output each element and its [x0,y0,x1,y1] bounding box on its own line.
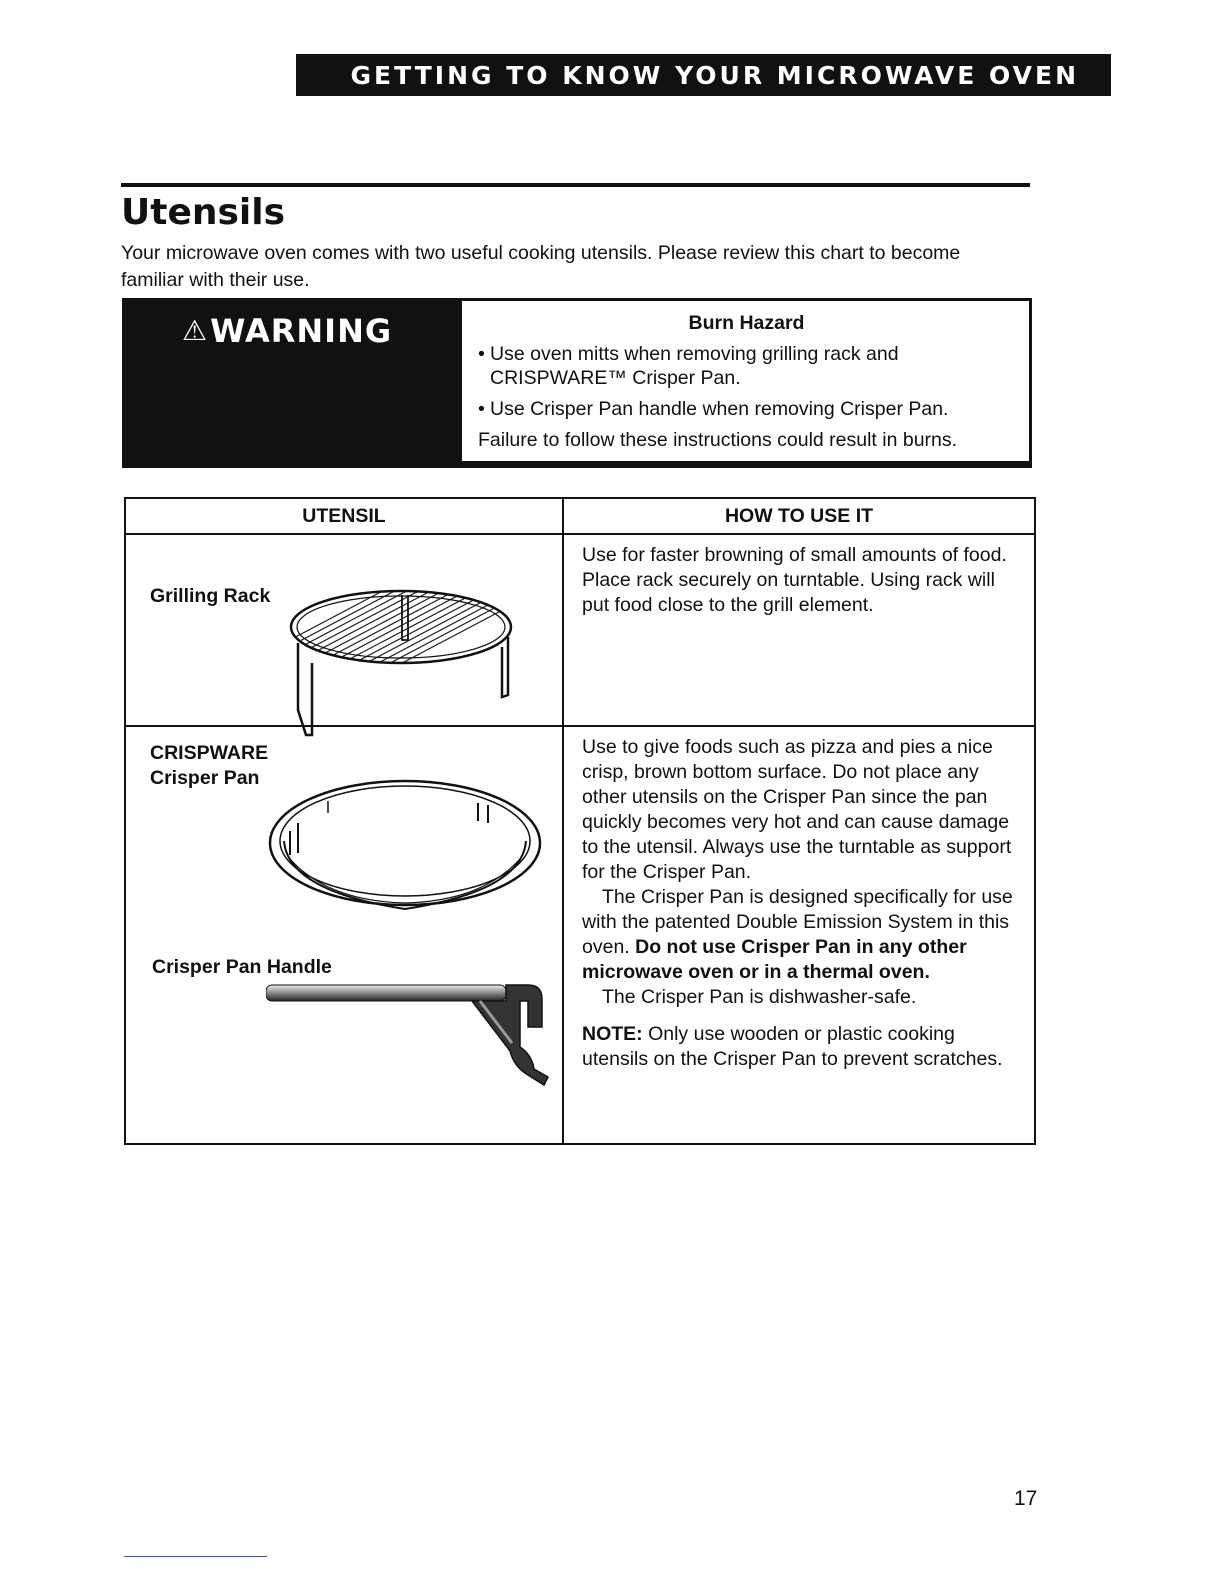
usage-text: The Crisper Pan is dishwasher-safe. [602,986,917,1008]
usage-text: Use for faster browning of small amounts of food. Place rack securely on turntable. Using rack will put food close to the grill element. [582,544,1007,616]
note-label: NOTE: [582,1023,643,1045]
grilling-rack-label: Grilling Rack [150,585,271,607]
utensil-cell [125,726,563,1144]
column-header-utensil: UTENSIL [125,498,563,534]
crisper-pan-label: Crisper Pan [150,767,260,789]
usage-cell [563,726,1035,1144]
crisper-pan-icon [268,771,548,921]
title-rule [121,183,1030,187]
crisper-pan-handle-label: Crisper Pan Handle [152,956,332,978]
bullet-dot: • [478,343,485,365]
column-header-how-to-use: HOW TO USE IT [563,498,1035,534]
page-title: Utensils [121,192,286,233]
bottom-rule [124,1556,267,1557]
warning-body [462,301,1029,461]
warning-label-text: WARNING [210,312,393,350]
warning-bullet-text: Use Crisper Pan handle when removing Crisper Pan. [490,398,949,420]
table-row [125,726,1035,1144]
usage-text [582,885,1024,985]
warning-label [122,298,462,468]
usage-text-normal: The Crisper Pan is designed specifically for use with the patented Double Emission System in this oven. [582,886,1013,958]
page-number: 17 [1014,1487,1038,1510]
table-row [125,534,1035,726]
warning-footer: Failure to follow these instructions could result in burns. [478,429,958,451]
warning-bullet [478,342,1015,390]
warning-bullet-text: Use oven mitts when removing grilling rack and CRISPWARE™ Crisper Pan. [490,343,899,389]
intro-text: Your microwave oven comes with two useful cooking utensils. Please review this chart to become familiar with their use. [121,242,961,291]
crispware-brand-label: CRISPWARE [150,742,269,764]
usage-text: Use to give foods such as pizza and pies a nice crisp, brown bottom surface. Do not place any other utensils on the Crisper Pan since the pan quickly becomes very hot and can cause damage to the utensil. Always use the turntable as support for the Crisper Pan. [582,736,1012,883]
crispware-label [150,741,268,791]
usage-cell [563,534,1035,726]
usage-text-bold: Do not use Crisper Pan in any other microwave oven or in a thermal oven. [582,936,967,983]
warning-triangle-icon: ⚠ [182,314,209,347]
note-text [582,1022,1024,1072]
utensil-cell [125,534,563,726]
crisper-pan-handle-icon [266,981,556,1091]
warning-bullet [478,397,1015,421]
utensils-table [124,497,1036,1145]
warning-title: Burn Hazard [688,312,805,334]
note-body: Only use wooden or plastic cooking utensils on the Crisper Pan to prevent scratches. [582,1023,1003,1070]
table-header-row [125,498,1035,534]
warning-box [122,298,1032,468]
section-banner-text: GETTING TO KNOW YOUR MICROWAVE OVEN [350,60,1079,90]
bullet-dot: • [478,398,485,420]
section-banner [296,54,1111,96]
